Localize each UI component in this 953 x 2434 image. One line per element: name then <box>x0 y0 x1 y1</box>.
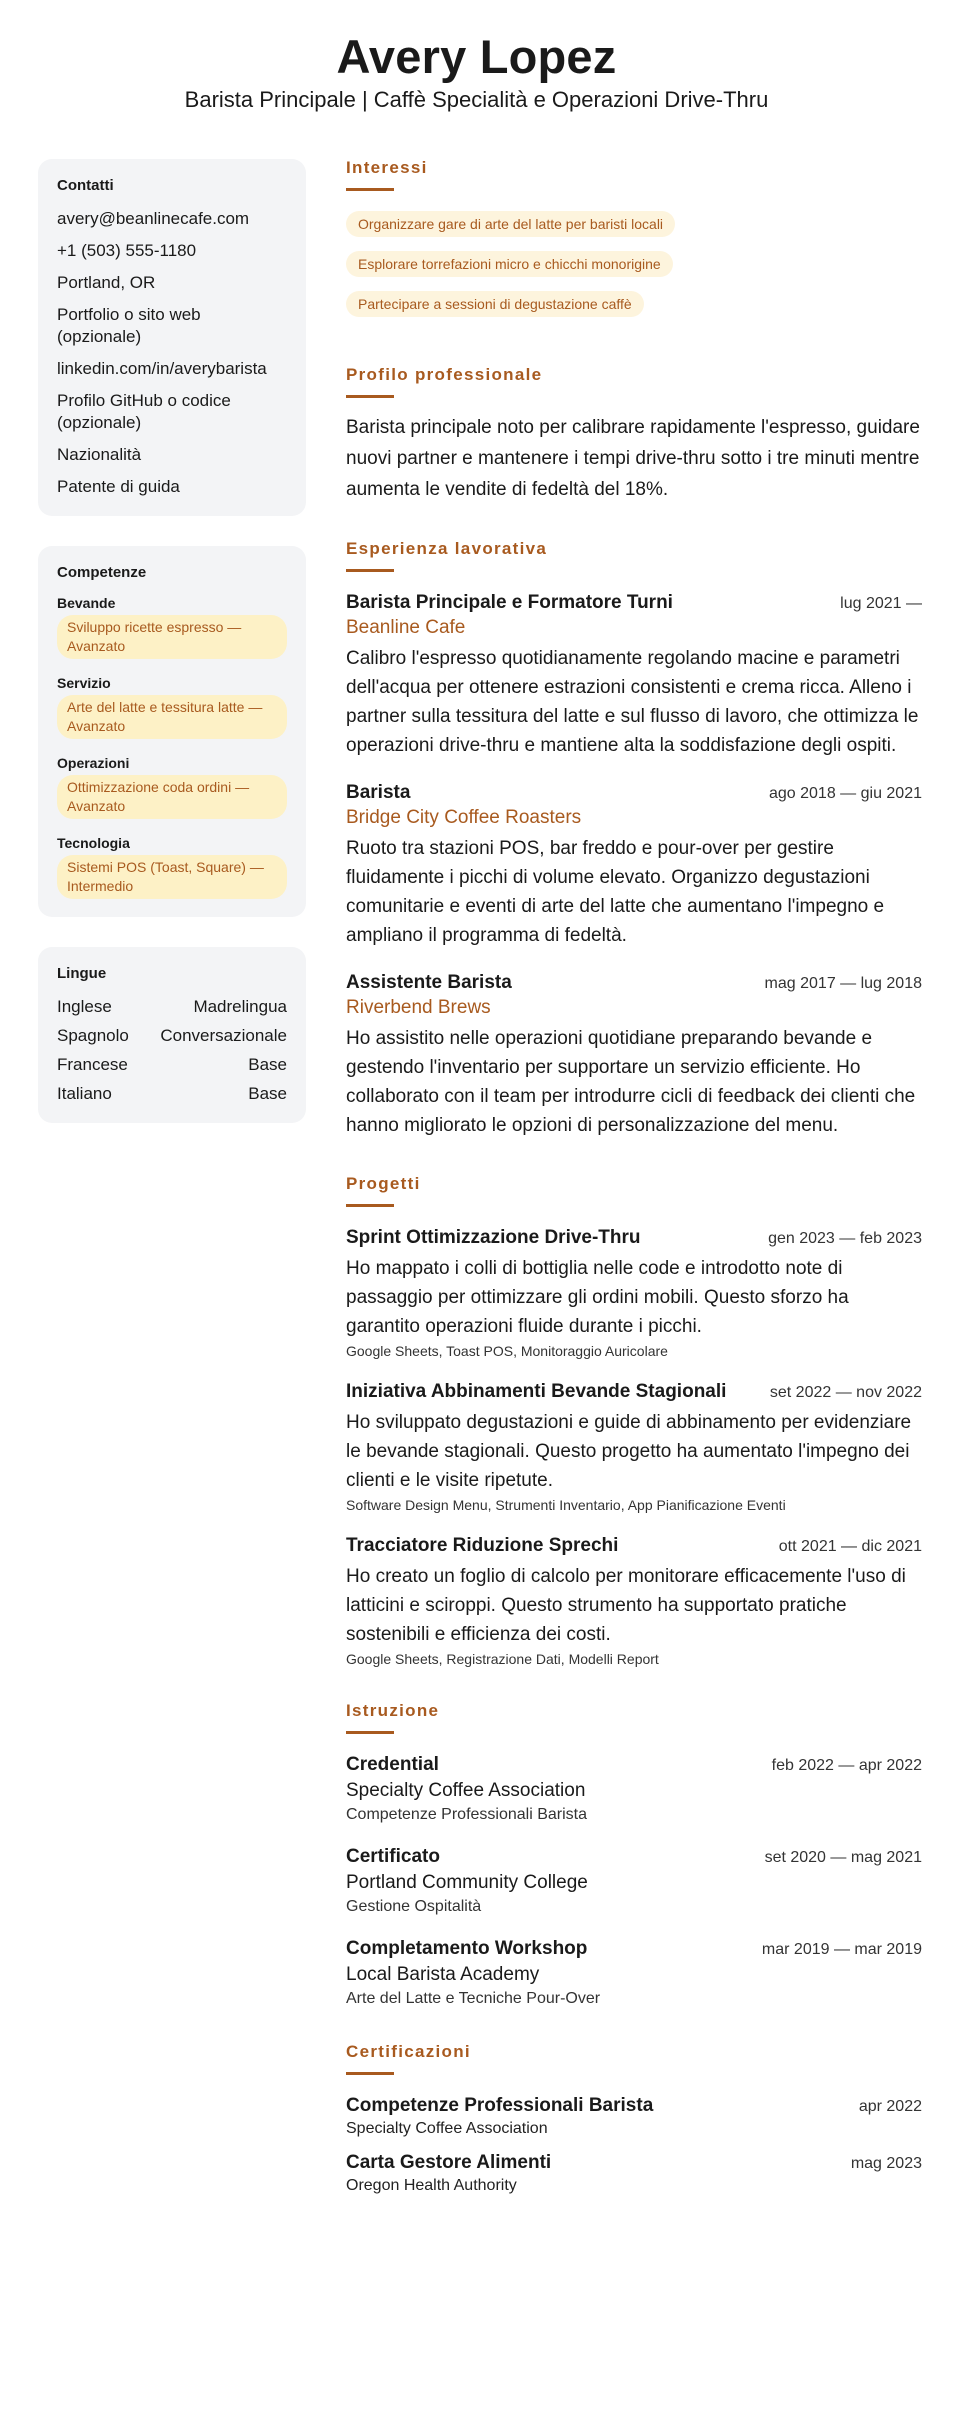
language-name: Italiano <box>57 1084 112 1103</box>
sidebar <box>38 159 306 1153</box>
interest-pill: Esplorare torrefazioni micro e chicchi monorigine <box>346 251 673 277</box>
project-description: Ho sviluppato degustazioni e guide di abbinamento per evidenziare le bevande stagionali. Questo progetto ha aumentato l'impegno dei clienti e le visite ripetute. <box>346 1412 912 1491</box>
section-divider <box>346 1204 394 1207</box>
project-name: Tracciatore Riduzione Sprechi <box>346 1535 619 1556</box>
project-name: Iniziativa Abbinamenti Bevande Stagionali <box>346 1381 727 1402</box>
language-level: Madrelingua <box>193 997 287 1016</box>
project-name: Sprint Ottimizzazione Drive-Thru <box>346 1227 641 1248</box>
skill-category: Bevande <box>57 595 116 611</box>
interest-pill: Organizzare gare di arte del latte per baristi locali <box>346 211 675 237</box>
contact-portfolio: Portfolio o sito web (opzionale) <box>57 305 201 346</box>
certification-entry <box>346 2152 922 2195</box>
profile-section <box>346 365 922 505</box>
interest-pill: Partecipare a sessioni di degustazione caffè <box>346 291 644 317</box>
skill-category: Servizio <box>57 675 111 691</box>
main-content <box>346 158 922 2229</box>
contact-linkedin[interactable]: linkedin.com/in/averybarista <box>57 359 267 378</box>
projects-section <box>346 1174 922 1667</box>
job-date: ago 2018 — giu 2021 <box>768 785 922 802</box>
experience-entry <box>346 972 922 1140</box>
candidate-name: Avery Lopez <box>336 30 617 83</box>
skill-category: Operazioni <box>57 755 130 771</box>
project-entry <box>346 1381 922 1513</box>
job-company: Bridge City Coffee Roasters <box>346 807 582 828</box>
experience-entry <box>346 592 922 760</box>
languages-title: Lingue <box>57 965 107 982</box>
education-entry <box>346 1754 922 1824</box>
education-date: mar 2019 — mar 2019 <box>761 1941 922 1958</box>
skill-pill: Sistemi POS (Toast, Square) — Intermedio <box>57 855 287 899</box>
project-entry <box>346 1535 922 1667</box>
language-row <box>57 996 287 1018</box>
degree-title: Credential <box>346 1754 439 1775</box>
job-description: Calibro l'espresso quotidianamente regolando macine e parametri dell'acqua per ottenere estrazioni consistenti e crema ricca. Alleno i partner sulla tessitura del latte e sul flusso di lavoro, che ottimizza le operazioni drive-thru e mantiene alta la soddisfazione degli ospiti. <box>346 648 919 756</box>
education-entry <box>346 1846 922 1916</box>
skill-pill: Arte del latte e tessitura latte — Avanzato <box>57 695 287 739</box>
project-entry <box>346 1227 922 1359</box>
section-title: Esperienza lavorativa <box>346 539 548 558</box>
project-date: set 2022 — nov 2022 <box>769 1384 922 1401</box>
contact-nationality: Nazionalità <box>57 445 142 464</box>
section-divider <box>346 395 394 398</box>
education-entry <box>346 1938 922 2008</box>
degree-title: Completamento Workshop <box>346 1938 588 1959</box>
languages-card <box>38 947 306 1123</box>
project-date: ott 2021 — dic 2021 <box>778 1538 922 1555</box>
language-row <box>57 1054 287 1076</box>
contact-license: Patente di guida <box>57 477 180 496</box>
language-level: Conversazionale <box>160 1026 287 1045</box>
contacts-title: Contatti <box>57 177 114 194</box>
education-date: set 2020 — mag 2021 <box>764 1849 922 1866</box>
section-divider <box>346 1731 394 1734</box>
project-date: gen 2023 — feb 2023 <box>768 1230 922 1247</box>
language-name: Spagnolo <box>57 1026 129 1045</box>
job-description: Ho assistito nelle operazioni quotidiane preparando bevande e gestendo l'inventario per supportare un servizio efficiente. Ho collaborato con il team per introdurre cicli di feedback dei clienti che hanno migliorato le opzioni di personalizzazione del menu. <box>346 1028 916 1136</box>
job-title: Assistente Barista <box>346 972 512 993</box>
project-tools: Software Design Menu, Strumenti Inventario, App Pianificazione Eventi <box>346 1497 786 1513</box>
contact-location: Portland, OR <box>57 273 156 292</box>
language-name: Inglese <box>57 997 112 1016</box>
degree-title: Certificato <box>346 1846 440 1867</box>
certification-date: mag 2023 <box>850 2155 922 2172</box>
language-name: Francese <box>57 1055 128 1074</box>
job-company: Beanline Cafe <box>346 617 466 638</box>
skills-title: Competenze <box>57 564 147 581</box>
candidate-tagline: Barista Principale | Caffè Specialità e Operazioni Drive-Thru <box>184 87 769 113</box>
study-field: Gestione Ospitalità <box>346 1898 482 1915</box>
project-tools: Google Sheets, Toast POS, Monitoraggio Auricolare <box>346 1343 668 1359</box>
school-name: Specialty Coffee Association <box>346 1780 586 1801</box>
experience-section <box>346 539 922 1140</box>
contact-email[interactable]: avery@beanlinecafe.com <box>57 209 250 228</box>
certification-date: apr 2022 <box>858 2098 922 2115</box>
resume-header <box>0 32 953 113</box>
language-row <box>57 1025 287 1047</box>
section-divider <box>346 2072 394 2075</box>
school-name: Portland Community College <box>346 1872 588 1893</box>
skill-category: Tecnologia <box>57 835 130 851</box>
skills-card <box>38 546 306 917</box>
contact-github: Profilo GitHub o codice (opzionale) <box>57 391 231 432</box>
experience-entry <box>346 782 922 950</box>
job-description: Ruoto tra stazioni POS, bar freddo e pour-over per gestire fluidamente i picchi di volume elevato. Organizzo degustazioni comunitarie e eventi di arte del latte che aumentano l'impegno e ampliano il programma di fedeltà. <box>346 838 885 946</box>
language-level: Base <box>248 1055 287 1074</box>
project-description: Ho mappato i colli di bottiglia nelle code e introdotto note di passaggio per ottimizzare gli ordini mobili. Questo sforzo ha garantito operazioni fluide durante i picchi. <box>346 1258 849 1337</box>
school-name: Local Barista Academy <box>346 1964 540 1985</box>
project-tools: Google Sheets, Registrazione Dati, Modelli Report <box>346 1651 659 1667</box>
study-field: Competenze Professionali Barista <box>346 1806 588 1823</box>
skill-pill: Ottimizzazione coda ordini — Avanzato <box>57 775 287 819</box>
job-company: Riverbend Brews <box>346 997 491 1018</box>
section-title: Progetti <box>346 1174 421 1193</box>
language-row <box>57 1083 287 1105</box>
certification-issuer: Oregon Health Authority <box>346 2177 517 2194</box>
education-date: feb 2022 — apr 2022 <box>771 1757 922 1774</box>
job-date: lug 2021 — <box>840 595 922 612</box>
certification-issuer: Specialty Coffee Association <box>346 2120 548 2137</box>
study-field: Arte del Latte e Tecniche Pour-Over <box>346 1990 601 2007</box>
skill-pill: Sviluppo ricette espresso — Avanzato <box>57 615 287 659</box>
certification-name: Carta Gestore Alimenti <box>346 2152 552 2173</box>
section-title: Profilo professionale <box>346 365 543 384</box>
section-divider <box>346 569 394 572</box>
job-title: Barista <box>346 782 411 803</box>
section-title: Interessi <box>346 158 428 177</box>
project-description: Ho creato un foglio di calcolo per monitorare efficacemente l'uso di latticini e sciroppi. Questo strumento ha supportato pratiche sostenibili e efficienza dei costi. <box>346 1566 906 1645</box>
section-title: Certificazioni <box>346 2042 471 2061</box>
section-divider <box>346 188 394 191</box>
certification-name: Competenze Professionali Barista <box>346 2095 654 2116</box>
certification-entry <box>346 2095 922 2138</box>
interests-section <box>346 158 922 331</box>
job-date: mag 2017 — lug 2018 <box>764 975 922 992</box>
education-section <box>346 1701 922 2008</box>
certifications-section <box>346 2042 922 2195</box>
contact-phone[interactable]: +1 (503) 555-1180 <box>57 241 197 260</box>
profile-summary: Barista principale noto per calibrare rapidamente l'espresso, guidare nuovi partner e mantenere i tempi drive-thru sotto i tre minuti mentre aumenta le vendite di fedeltà del 18%. <box>346 417 920 500</box>
section-title: Istruzione <box>346 1701 440 1720</box>
job-title: Barista Principale e Formatore Turni <box>346 592 673 613</box>
contacts-card <box>38 159 306 516</box>
language-level: Base <box>248 1084 287 1103</box>
